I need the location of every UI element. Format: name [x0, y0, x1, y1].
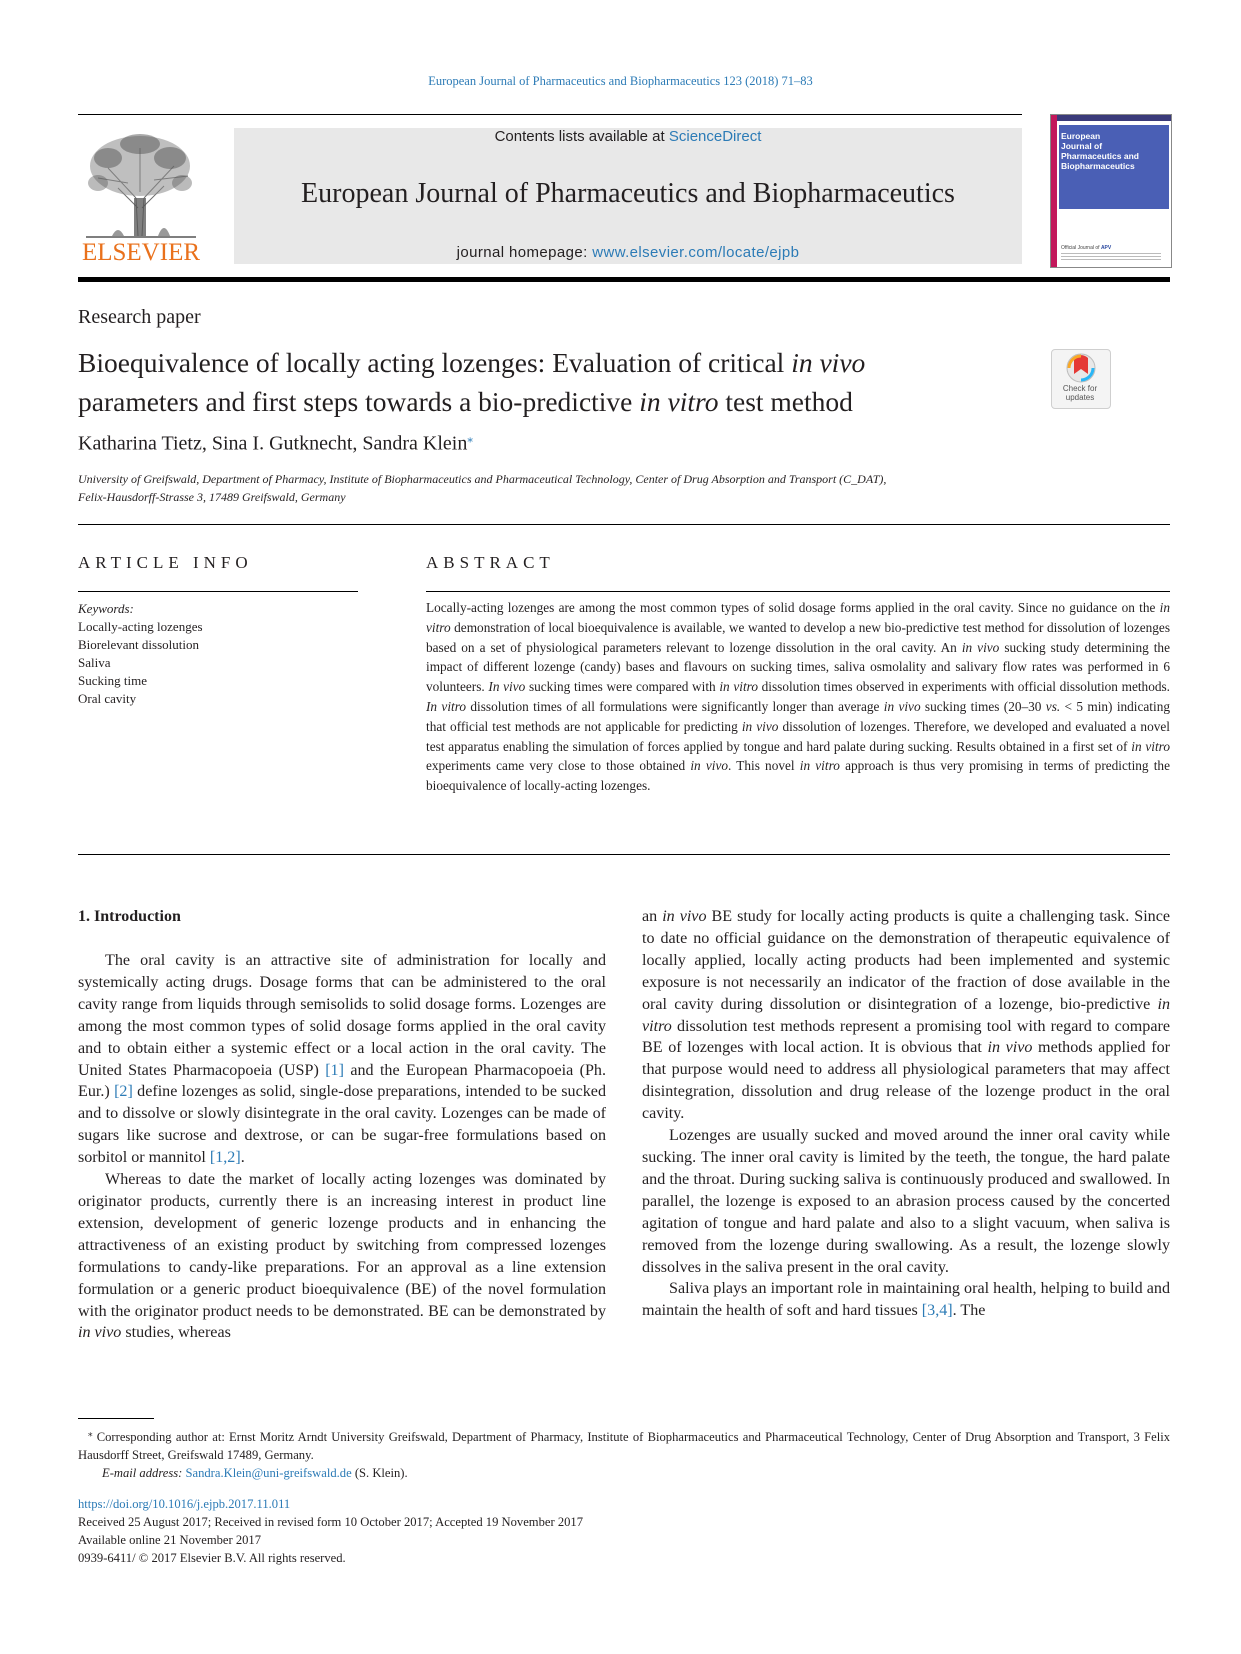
- reference-link[interactable]: [2]: [114, 1083, 133, 1101]
- reference-link[interactable]: [1,2]: [209, 1149, 241, 1167]
- journal-cover-thumbnail[interactable]: [1050, 114, 1172, 268]
- cover-title-line: Pharmaceutics and: [1061, 151, 1139, 161]
- abstract-italic: in vivo: [690, 758, 728, 774]
- article-info-heading: ARTICLE INFO: [78, 553, 253, 572]
- header-thick-rule: [78, 277, 1170, 282]
- paragraph-italic: in vivo: [78, 1324, 122, 1342]
- paragraph-text: .: [240, 1149, 245, 1167]
- cover-strip: [1051, 115, 1057, 267]
- elsevier-logo[interactable]: [78, 128, 204, 264]
- section-rule: [78, 524, 1170, 525]
- cover-title-line: European: [1061, 131, 1101, 141]
- abstract-fragment: sucking times were compared with: [525, 679, 720, 695]
- journal-title: European Journal of Pharmaceutics and Biopharmaceutics: [301, 178, 955, 209]
- keyword-item: Biorelevant dissolution: [78, 637, 199, 652]
- abstract-italic: in vitro: [1131, 738, 1171, 754]
- abstract-fragment: dissolution times observed in experiments with official dissolution methods.: [757, 679, 1171, 695]
- email-link[interactable]: Sandra.Klein@uni-greifswald.de: [185, 1466, 352, 1481]
- article-history: [78, 1495, 778, 1567]
- cover-title: [1061, 131, 1167, 171]
- journal-homepage: [234, 244, 1022, 261]
- abstract-end-rule: [78, 854, 1170, 855]
- paragraph-text: Saliva plays an important role in maintaining oral health, helping to build and maintain the health of soft and hard tissues: [642, 1280, 1170, 1320]
- abstract-fragment: experiments came very close to those obtained: [426, 758, 691, 774]
- cover-apv-logo: APV: [1100, 245, 1112, 251]
- intro-paragraph-2: [78, 1169, 606, 1344]
- paragraph-text: and the European Pharmacopoeia (Ph. Eur.): [78, 1061, 606, 1101]
- paragraph-text: . The: [952, 1302, 986, 1320]
- title-text: parameters and first steps towards a bio-predictive: [78, 386, 640, 417]
- corresponding-author-mark[interactable]: ⁎: [467, 433, 473, 445]
- abstract-italic: In vivo: [488, 679, 526, 695]
- paragraph-italic: in vivo: [987, 1039, 1033, 1057]
- abstract-fragment: dissolution times of all formulations were significantly longer than average: [466, 698, 884, 714]
- paragraph-text: The oral cavity is an attractive site of administration for locally and systemically acting drugs. Dosage forms that can be administered to the oral cavity range from liquids through semisolids to solid dosage forms. Lozenges are among the most common types of solid dosage forms applied in the oral cavity and to obtain either a systemic effect or a local action in the oral cavity. The United States Pharmacopoeia (USP): [78, 952, 606, 1079]
- abstract-fragment: < 5 min) indicating that official test methods are not applicable for predicting: [426, 698, 1170, 734]
- abstract-fragment: dissolution of lozenges. Therefore, we developed and evaluated a novel test apparatus enabling the simulation of forces applied by tongue and hard palate during sucking. Results obtained in a first set of: [426, 718, 1170, 754]
- available-online: Available online 21 November 2017: [78, 1533, 262, 1547]
- journal-citation[interactable]: European Journal of Pharmaceutics and Biopharmaceutics 123 (2018) 71–83: [428, 74, 813, 88]
- cover-top-band: [1057, 115, 1171, 121]
- header-rule: [78, 114, 1022, 115]
- intro-paragraph-1: [78, 950, 606, 1169]
- contents-availability: [234, 128, 1022, 145]
- keyword-item: Sucking time: [78, 673, 147, 688]
- keyword-item: Saliva: [78, 655, 111, 670]
- reference-link[interactable]: [1]: [325, 1061, 344, 1079]
- check-for-updates-label[interactable]: Check for updates: [1062, 384, 1098, 402]
- title-text: Bioequivalence of locally acting lozenges: Evaluation of critical: [78, 347, 792, 378]
- abstract-fragment: demonstration of local bioequivalence is available, we wanted to develop a new bio-predictive test method for dissolution of lozenges based on a set of physiological parameters relevant to lozenge dissolution in the oral cavity. An: [426, 619, 1170, 655]
- footnote-mark: ⁎: [88, 1428, 93, 1438]
- abstract-fragment: sucking times (20–30: [920, 698, 1046, 714]
- title-italic: in vivo: [791, 347, 866, 378]
- keywords-label: Keywords:: [78, 601, 134, 616]
- elsevier-tree-icon: [78, 128, 204, 264]
- homepage-link[interactable]: www.elsevier.com/locate/ejpb: [592, 244, 800, 261]
- introduction-heading: 1. Introduction: [78, 908, 181, 925]
- abstract-fragment: . This novel: [728, 758, 800, 774]
- abstract-fragment: Locally-acting lozenges are among the most common types of solid dosage forms applied in the oral cavity. Since no guidance on the: [426, 600, 1160, 615]
- intro-paragraph-2-cont: [642, 906, 1170, 1125]
- abstract-italic: in vivo: [741, 718, 779, 734]
- author-list: [78, 432, 473, 456]
- email-line: [78, 1464, 1170, 1482]
- abstract-italic: in vivo: [961, 639, 1000, 655]
- footnote-line: [78, 1424, 1170, 1464]
- abstract-italic: in vitro: [426, 600, 1170, 635]
- abstract-heading: ABSTRACT: [426, 553, 555, 572]
- copyright: 0939-6411/ © 2017 Elsevier B.V. All rights reserved.: [78, 1551, 346, 1565]
- abstract-italic: in vitro: [799, 758, 840, 774]
- cover-title-line: Journal of: [1061, 141, 1103, 151]
- email-suffix: (S. Klein).: [351, 1466, 408, 1481]
- abstract-text: [426, 598, 1170, 796]
- abstract-italic: In vitro: [426, 698, 467, 714]
- intro-paragraph-4: [642, 1278, 1170, 1322]
- footnote-rule: [78, 1418, 154, 1419]
- keywords-block: [78, 600, 358, 708]
- body-column-right: [642, 906, 1170, 1322]
- body-column-left: [78, 950, 606, 1344]
- svg-text:ELSEVIER: ELSEVIER: [81, 239, 201, 264]
- paragraph-italic: in vivo: [662, 908, 707, 925]
- paragraph-text: methods applied for that purpose would need to address all physiological parameters that may affect disintegration, dissolution and drug release of the lozenge product in the oral cavity.: [642, 1039, 1170, 1123]
- paragraph-italic: in vitro: [642, 995, 1170, 1035]
- abstract-italic: vs.: [1045, 698, 1061, 714]
- affiliation-line: Felix-Hausdorff-Strasse 3, 17489 Greifswald, Germany: [78, 490, 346, 504]
- paragraph-text: an: [642, 908, 663, 925]
- abstract-fragment: sucking study determining the impact of different lozenge (candy) bases and flavours on sucking times, saliva osmolality and salivary flow rates was performed in 6 volunteers.: [426, 639, 1170, 695]
- abstract-italic: in vitro: [719, 679, 758, 695]
- article-title: [78, 343, 1008, 421]
- contents-prefix: Contents lists available at: [494, 128, 669, 145]
- homepage-prefix: journal homepage:: [456, 244, 593, 261]
- article-info-rule: [78, 591, 358, 592]
- paragraph-text: define lozenges as solid, single-dose preparations, intended to be sucked and to dissolve or slowly disintegrate in the oral cavity. Lozenges can be made of sugars like sucrose and dextrose, or can be sugar-free formulations based on sorbitol or mannitol: [78, 1083, 606, 1167]
- received-dates: Received 25 August 2017; Received in revised form 10 October 2017; Accepted 19 November 2017: [78, 1515, 584, 1529]
- title-italic: in vitro: [639, 386, 719, 417]
- cover-official-text: Official Journal of: [1061, 245, 1100, 251]
- author-names: Katharina Tietz, Sina I. Gutknecht, Sandra Klein: [78, 432, 468, 455]
- paragraph-text: dissolution test methods represent a promising tool with regard to compare BE of lozenges with local action. It is obvious that: [642, 1017, 1170, 1057]
- title-text: test method: [718, 386, 853, 417]
- keyword-item: Oral cavity: [78, 691, 137, 706]
- paragraph-text: Whereas to date the market of locally acting lozenges was dominated by originator products, currently there is an increasing interest in product line extension, development of generic lozenge products and in enhancing the attractiveness of an existing product by switching from compressed lozenges formulations to candy-like preparations. For an approval as a line extension formulation or a generic product bioequivalence (BE) of the novel formulation with the originator product needs to be demonstrated. BE can be demonstrated by: [78, 1171, 606, 1320]
- paragraph-text: BE study for locally acting products is quite a challenging task. Since to date no official guidance on the demonstration of therapeutic equivalence of locally applied, locally acting products had been implemented and systemic exposure is not necessarily an indicator of the fraction of dose available in the oral cavity during dissolution or disintegration of a lozenge, bio-predictive: [642, 908, 1170, 1013]
- cover-fine-print: [1061, 253, 1161, 261]
- abstract-italic: in vivo: [883, 698, 921, 714]
- intro-paragraph-3: Lozenges are usually sucked and moved around the inner oral cavity while sucking. The inner oral cavity is limited by the teeth, the tongue, the hard palate and the throat. During sucking saliva is continuously produced and swallowed. In parallel, the lozenge is exposed to an abrasion process caused by the concerted agitation of tongue and hard palate and also to a slight vacuum, when saliva is removed from the lozenge during swallowing. As a result, the lozenge slowly dissolves in the saliva present in the oral cavity.: [642, 1127, 1170, 1276]
- cover-title-line: Biopharmaceutics: [1061, 161, 1135, 171]
- affiliation-line: University of Greifswald, Department of Pharmacy, Institute of Biopharmaceutics and Pharmaceutical Technology, Center of Drug Absorption and Transport (C_DAT),: [78, 472, 887, 486]
- abstract-rule: [426, 591, 1170, 592]
- footnote-text: Corresponding author at: Ernst Moritz Arndt University Greifswald, Department of Pharmacy, Institute of Biopharmaceutics and Pharmaceutical Technology, Center of Drug Absorption and Transport, 3 Felix Hausdorff Street, Greifswald 17489, Germany.: [78, 1430, 1170, 1463]
- cover-small-text: [1061, 245, 1167, 251]
- article-type: Research paper: [78, 306, 201, 328]
- sciencedirect-link[interactable]: ScienceDirect: [668, 128, 762, 145]
- affiliation: [78, 470, 1170, 506]
- email-label: E-mail address:: [102, 1466, 186, 1481]
- doi-link[interactable]: https://doi.org/10.1016/j.ejpb.2017.11.011: [78, 1497, 291, 1511]
- reference-link[interactable]: [3,4]: [921, 1302, 953, 1320]
- abstract-fragment: approach is thus very promising in terms of predicting the bioequivalence of locally-acting lozenges.: [426, 758, 1170, 794]
- corresponding-author-footnote: [78, 1424, 1170, 1482]
- keyword-item: Locally-acting lozenges: [78, 619, 203, 634]
- paragraph-text: studies, whereas: [121, 1324, 231, 1342]
